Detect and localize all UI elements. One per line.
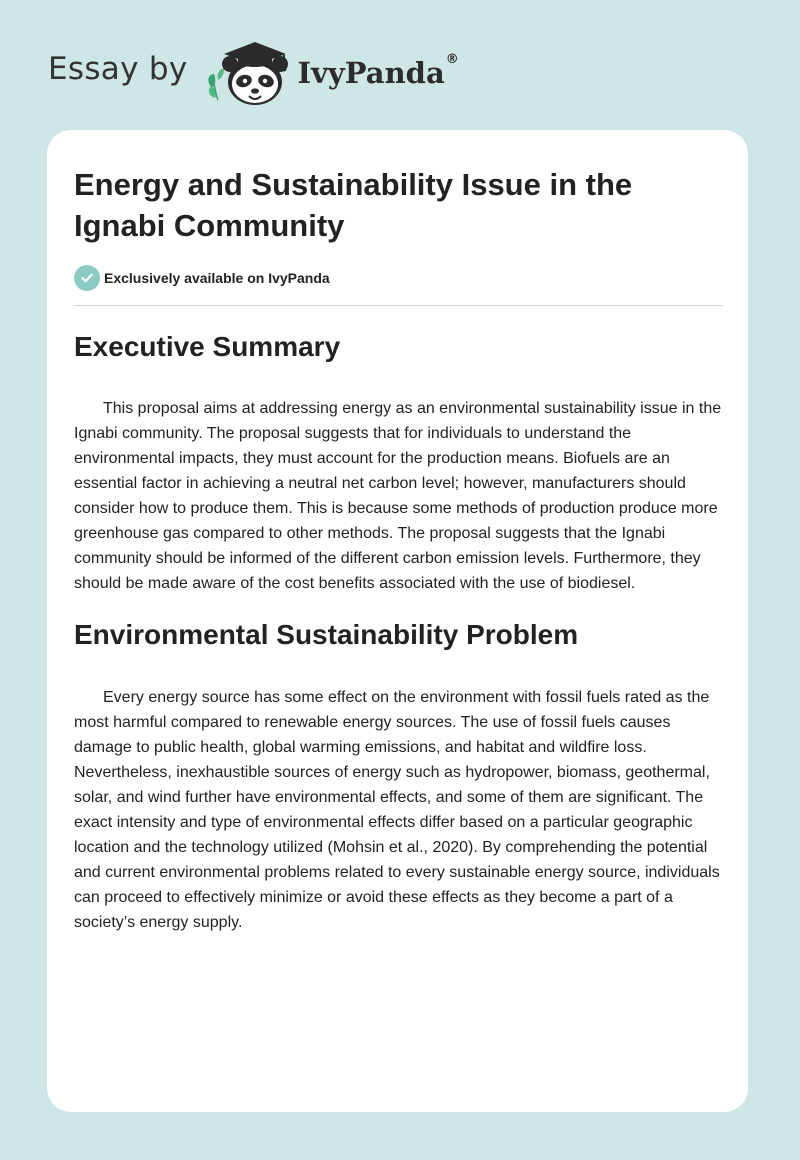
brand-header[interactable] bbox=[48, 36, 459, 108]
section-heading-executive-summary: Executive Summary bbox=[74, 331, 341, 362]
exclusive-badge-text: Exclusively available on IvyPanda bbox=[104, 270, 330, 286]
registered-mark: ® bbox=[445, 52, 459, 67]
section-paragraph-environmental-problem: Every energy source has some effect on the environment with fossil fuels rated as the most harmful compared to renewable energy sources. The use of fossil fuels causes damage to public health, global warming emissions, and habitat and wildfire loss. Nevertheless, inexhaustible sources of energy such as hydropower, biomass, geothermal, solar, and wind further have environmental effects, and some of them are significant. The exact intensity and type of environmental effects differ based on a particular geographic location and the technology utilized (Mohsin et al., 2020). By comprehending the potential and current environmental problems related to every sustainable energy source, individuals can proceed to effectively minimize or avoid these effects as they become a part of a society’s energy supply. bbox=[74, 689, 720, 931]
exclusive-badge bbox=[74, 265, 723, 291]
divider bbox=[74, 305, 723, 306]
essay-card bbox=[47, 130, 748, 1112]
brand-name: IvyPanda® bbox=[297, 52, 459, 90]
section-heading-environmental-problem: Environmental Sustainability Problem bbox=[74, 619, 579, 650]
check-circle-icon bbox=[74, 265, 100, 291]
brand-prefix: Essay by bbox=[48, 51, 188, 87]
essay-content bbox=[74, 130, 723, 935]
page-title: Energy and Sustainability Issue in the Ignabi Community bbox=[74, 167, 633, 243]
panda-logo-icon bbox=[202, 36, 294, 108]
section-paragraph-executive-summary: This proposal aims at addressing energy as an environmental sustainability issue in the Ignabi community. The proposal suggests that for individuals to understand the environmental impacts, they must account for the production means. Biofuels are an essential factor in achieving a neutral net carbon level; however, manufacturers should consider how to produce them. This is because some methods of production produce more greenhouse gas compared to other methods. The proposal suggests that the Ignabi community should be informed of the different carbon emission levels. Furthermore, they should be made aware of the cost benefits associated with the use of biodiesel. bbox=[74, 400, 722, 592]
